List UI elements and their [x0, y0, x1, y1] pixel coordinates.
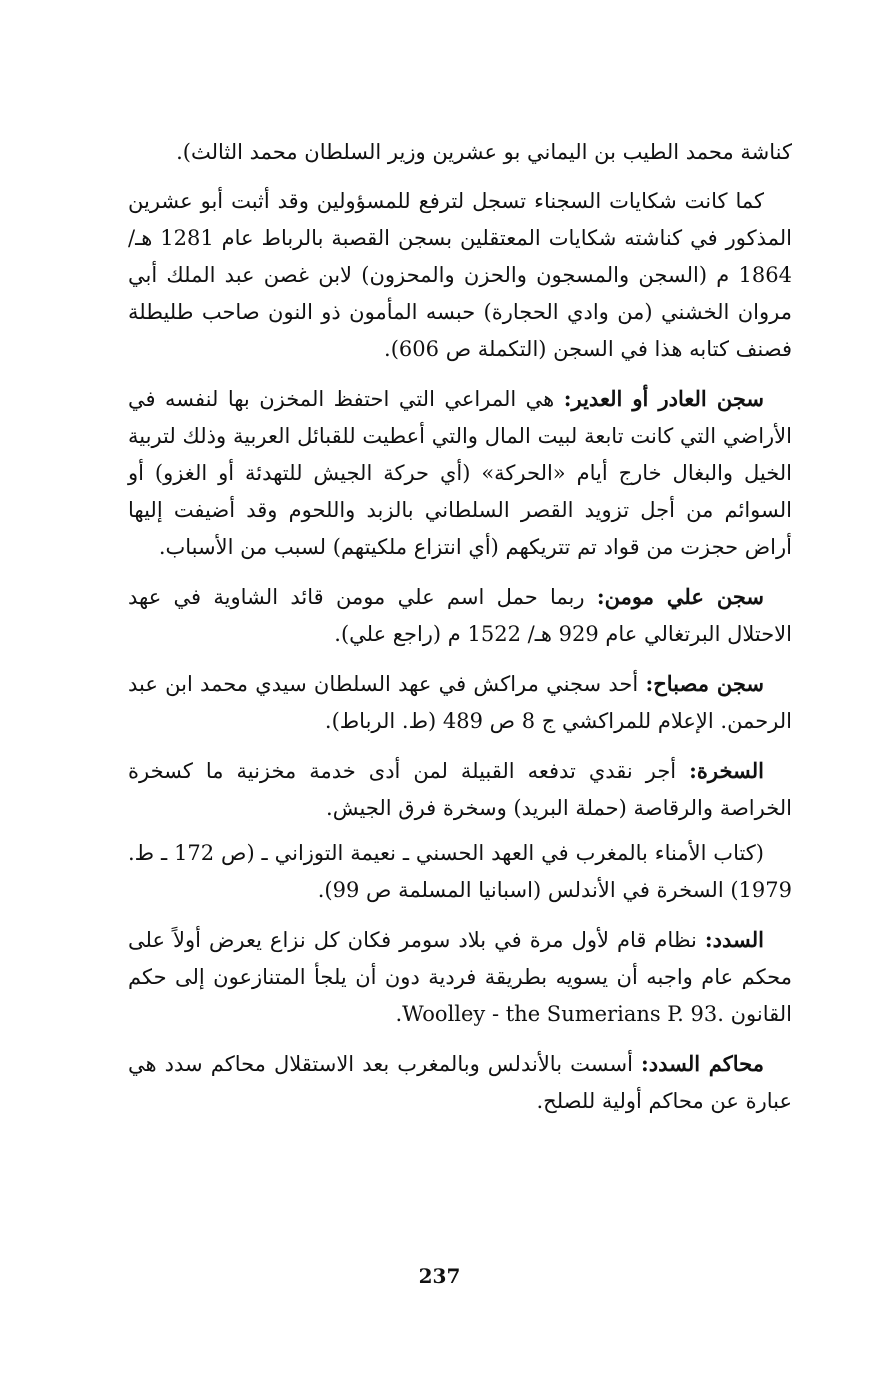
- entry-mahakim-sudad: [128, 1045, 792, 1120]
- paragraph-continuation: [128, 134, 792, 171]
- paragraph-text: كما كانت شكايات السجناء تسجل لترفع للمسؤولين وقد أثبت أبو عشرين المذكور في كناشته شكايات المعتقلين بسجن القصبة بالرباط عام 1281 هـ/ 1864 م (السجن والمسجون والحزن والمحزون) لابن غصن عبد الملك أبي مروان الخشني (من وادي الحجارة) حبسه المأمون ذو النون صاحب طليطلة فصنف كتابه هذا في السجن (التكملة ص 606).: [128, 189, 792, 361]
- main-text: [128, 134, 792, 1120]
- entry-text: نظام قام لأول مرة في بلاد سومر فكان كل نزاع يعرض أولاً على محكم عام واجبه أن يسويه بطريقة فردية دون أن يلجأ المتنازعون إلى حكم القانون .Woolley - the Sumerians P. 93.: [128, 928, 792, 1026]
- entry-sijn-misbah: [128, 665, 792, 740]
- entry-term: محاكم السدد:: [641, 1051, 764, 1076]
- entry-term: سجن علي مومن:: [596, 584, 764, 609]
- paragraph-text: (كتاب الأمناء بالمغرب في العهد الحسني ـ نعيمة التوزاني ـ (ص 172 ـ ط. 1979) السخرة في الأندلس (اسبانيا المسلمة ص 99).: [128, 841, 792, 902]
- entry-text: أجر نقدي تدفعه القبيلة لمن أدى خدمة مخزنية ما كسخرة الخراصة والرقاصة (حملة البريد) وسخرة فرق الجيش.: [128, 759, 792, 820]
- paragraph-prison-complaints: [128, 183, 792, 368]
- paragraph-text: كناشة محمد الطيب بن اليماني بو عشرين وزير السلطان محمد الثالث).: [176, 140, 792, 164]
- entry-term: سجن مصباح:: [645, 671, 764, 696]
- entry-term: السخرة:: [689, 758, 764, 783]
- entry-term: السدد:: [704, 927, 764, 952]
- entry-term: سجن العادر أو العدير:: [563, 386, 764, 411]
- page-number: 237: [418, 1264, 461, 1288]
- entry-text: ربما حمل اسم علي مومن قائد الشاوية في عهد الاحتلال البرتغالي عام 929 هـ/ 1522 م (راجع علي).: [128, 585, 792, 646]
- entry-sijn-al-adir: [128, 380, 792, 566]
- entry-sukhra: [128, 752, 792, 827]
- entry-text: هي المراعي التي احتفظ المخزن بها لنفسه في الأراضي التي كانت تابعة لبيت المال والتي أعطيت للقبائل العربية وذلك لتربية الخيل والبغال خارج أيام «الحركة» (أي حركة الجيش للتهدئة أو الغزو) أو السوائم من أجل تزويد القصر السلطاني بالزبد واللحوم وقد أضيفت إليها أراض حجزت من قواد تم تتريكهم (أي انتزاع ملكيتهم) لسبب من الأسباب.: [128, 387, 792, 559]
- entry-text: أحد سجني مراكش في عهد السلطان سيدي محمد ابن عبد الرحمن. الإعلام للمراكشي ج 8 ص 489 (ط. الرباط).: [128, 672, 792, 733]
- entry-sudad: [128, 921, 792, 1033]
- entry-sijn-ali-moumen: [128, 578, 792, 653]
- entry-text: أسست بالأندلس وبالمغرب بعد الاستقلال محاكم سدد هي عبارة عن محاكم أولية للصلح.: [128, 1052, 792, 1113]
- paragraph-sukhra-references: [128, 835, 792, 909]
